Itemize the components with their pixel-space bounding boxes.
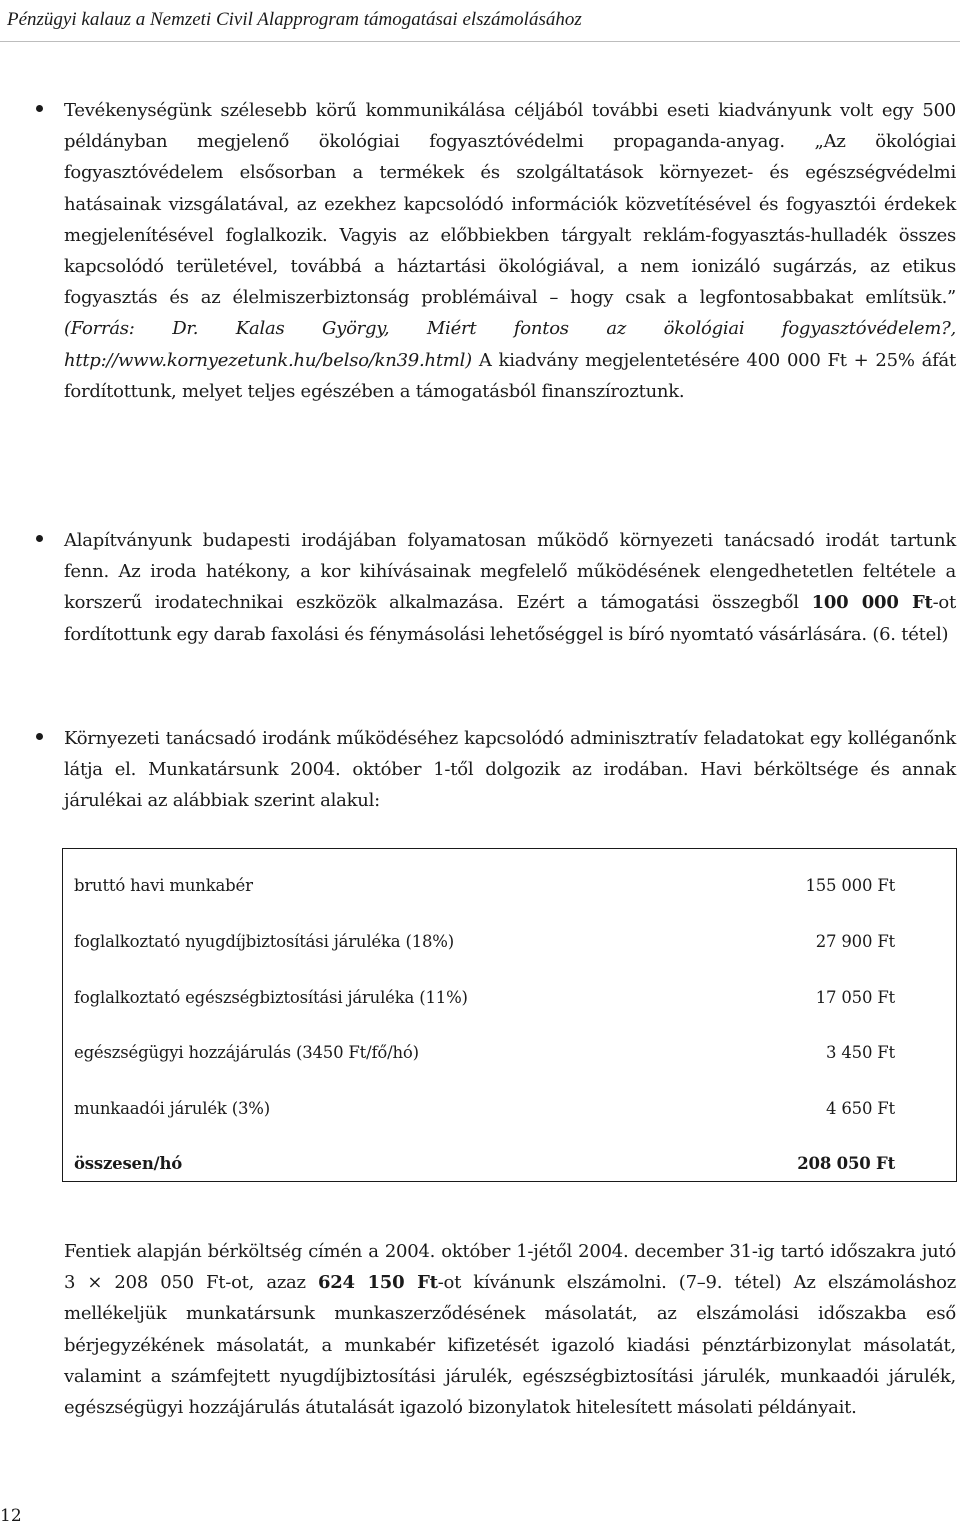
table-row [74,1093,895,1123]
row-label: foglalkoztató nyugdíjbiztosítási járuléka (18%) [74,931,455,951]
summary-amount: 624 150 Ft [317,1272,438,1294]
table-row [74,1037,895,1067]
bullet-paragraph-publication [64,95,956,407]
row-label: bruttó havi munkabér [74,875,253,895]
publication-text: Tevékenységünk szélesebb körű kommunikálása céljából további eseti kiadványunk volt egy 500 példányban megjelenő ökológiai fogyasztóvédelmi propaganda-anyag. „Az ökológiai fogyasztóvédelem elsősorban a termékek és szolgáltatások környezet- és egészségvédelmi hatásainak vizsgálatával, az ezekhez kapcsolódó információk közvetítésével és fogyasztói érdekek megjelenítésével foglalkozik. Vagyis az előbbiekben tárgyalt reklám-fogyasztás-hulladék összes kapcsolódó területével, továbbá a háztartási ökológiával, a nem ionizáló sugárzás, az etikus fogyasztás és az élelmiszerbiztonság problémáival – hogy csak a legfontosabbakat említsük.” [64,100,956,309]
row-amount: 27 900 Ft [815,931,895,951]
header-title: Pénzügyi kalauz a Nemzeti Civil Alapprogram támogatásai elszámolásához [7,9,582,30]
bullet-paragraph-office [64,525,956,650]
salary-cost-table [62,848,957,1182]
bullet-paragraph-staff [64,723,956,817]
row-label: munkaadói járulék (3%) [74,1098,270,1118]
table-row [74,870,895,900]
total-amount: 208 050 Ft [797,1153,895,1173]
source-citation: (Forrás: Dr. Kalas György, Miért fontos az ökológiai fogyasztóvédelem?, http://www.kornyezetunk.hu/belso/kn39.html) [64,318,956,371]
row-amount: 155 000 Ft [805,875,895,895]
publication-cost-text: A kiadvány megjelentetésére 400 000 Ft + 25% áfát fordítottunk, melyet teljes egészében a támogatásból finanszíroztunk. [64,349,956,402]
summary-text-1: Fentiek alapján bérköltség címén a 2004. október 1-jétől 2004. december 31-ig tartó időszakra jutó 3 × 208 050 Ft-ot, azaz [64,1241,956,1294]
office-amount: 100 000 Ft [811,592,933,614]
table-row [74,982,895,1012]
table-total-row [74,1148,895,1178]
total-label: összesen/hó [74,1153,183,1173]
row-label: foglalkoztató egészségbiztosítási járuléka (11%) [74,987,468,1007]
office-text-2: -ot fordítottunk egy darab faxolási és fénymásolási lehetőséggel is bíró nyomtató vásárlására. (6. tétel) [64,592,956,645]
bullet-dot-2 [36,535,43,542]
summary-paragraph [64,1236,956,1423]
staff-text: Környezeti tanácsadó irodánk működéséhez kapcsolódó adminisztratív feladatokat egy kolléganőnk látja el. Munkatársunk 2004. október 1-től dolgozik az irodában. Havi bérköltsége és annak járulékai az alábbiak szerint alakul: [64,728,956,812]
summary-text-2: -ot kívánunk elszámolni. (7–9. tétel) Az elszámoláshoz mellékeljük munkatársunk munkaszerződésének másolatát, az elszámolási időszakba eső bérjegyzékének másolatát, a munkabér kifizetését igazoló kiadási pénztárbizonylat másolatát, valamint a számfejtett nyugdíjbiztosítási járulék, egészségbiztosítási járulék, munkaadói járulék, egészségügyi hozzájárulás átutalását igazoló bizonylatok hitelesített másolati példányait. [64,1272,956,1419]
running-header [7,8,947,32]
bullet-dot-1 [36,105,43,112]
row-label: egészségügyi hozzájárulás (3450 Ft/fő/hó) [74,1042,419,1062]
row-amount: 3 450 Ft [826,1042,895,1062]
page-number: 12 [0,1506,22,1526]
bullet-dot-3 [36,733,43,740]
table-row [74,926,895,956]
header-divider [0,41,960,42]
office-text-1: Alapítványunk budapesti irodájában folyamatosan működő környezeti tanácsadó irodát tartunk fenn. Az iroda hatékony, a kor kihívásainak megfelelő működésének elengedhetetlen feltétele a korszerű irodatechnikai eszközök alkalmazása. Ezért a támogatási összegből [64,530,956,614]
row-amount: 4 650 Ft [826,1098,895,1118]
row-amount: 17 050 Ft [815,987,895,1007]
